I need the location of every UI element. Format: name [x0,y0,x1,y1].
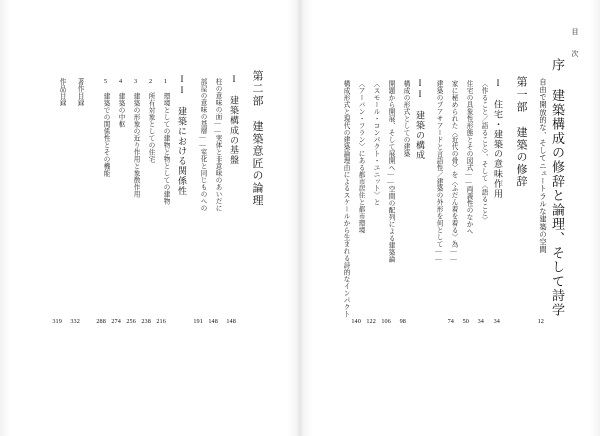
toc-item: 〈スモール・コンパクト・ユニット〉と [372,80,379,206]
back-matter-item: 著作目録 [76,78,83,106]
section-title-part2: 第二部 建築意匠の論理 [251,70,263,207]
toc-item: 2 所有対象としての住宅 [147,78,154,163]
chapter-heading-1: I 住宅・建築の意味作用 [493,78,503,199]
toc-item-page: 274 [111,318,121,325]
toc-item-page: 106 [381,318,391,325]
toc-item-page: 74 [447,318,454,325]
part-title: 序 建築構成の修辞と論理、そして詩学 [550,58,565,318]
toc-item: 〈アーバン・フラン〉にある都市居住と都市環境 [357,80,364,234]
part-subtitle-page: 12 [537,318,544,325]
toc-item: 建築のプアサアードと言語性／建築の外形を何として—— [435,80,442,263]
back-matter-page: 319 [52,318,62,325]
toc-item-page: 98 [399,318,406,325]
back-matter-item: 作品目録 [58,78,65,106]
chapter-3-page: 148 [226,318,236,325]
section-title-part1: 第一部 建築の修辞 [515,76,527,188]
toc-item: 〈作ること／語ること〉、そして〈語ること〉 [480,80,487,224]
toc-item-page: 191 [193,318,203,325]
toc-item: 4 建築の中枢 [117,78,124,128]
toc-item-page: 140 [351,318,361,325]
toc-item: 構成の形式としての建築 [402,80,409,157]
chapter-heading-2: II 建築の構成 [415,78,425,161]
toc-item-page: 288 [96,318,106,325]
chapter-heading-3: I 建築構成の基盤 [229,74,239,166]
toc-item-page: 122 [366,318,376,325]
toc-label: 目 次 [571,28,579,61]
toc-item-page: 238 [141,318,151,325]
toc-item-page: 216 [156,318,166,325]
toc-item: 1 環境としての建物と物としての建物 [162,78,169,205]
toc-item-page: 50 [462,318,469,325]
toc-item: 構成形式と現代の建築論理由によるスケールから生まれる詩的なインパクト [342,80,349,318]
toc-item: 3 建築の形象の近り作用と象徴作用 [132,78,139,198]
toc-item-page: 34 [477,318,484,325]
toc-item: 部屋の意味の基層——室化と同じものへの [199,78,206,212]
toc-item: 柱の意味の面——実体と非意味のあいだに [214,78,221,212]
part-subtitle: 自由で開放的な、そしてニュートラルな建築の空間 [539,78,547,254]
toc-item: 家に秘められた〈近代の骨〉を〈ふだん着を着る〉為—— [450,80,457,263]
chapter-heading-4: II 建築における関係性 [177,74,187,196]
toc-item: 5 建築での関係性とその機能 [102,78,109,177]
toc-item: 住宅の具象性形態とその図式——両義性のなかへ [465,80,472,235]
chapter-1-page: 34 [493,318,500,325]
right-page [300,0,600,436]
toc-item: 開題から開展、そして展開へ——空間の配列による建築論 [387,80,394,263]
toc-item-page: 256 [126,318,136,325]
toc-item-page: 148 [208,318,218,325]
back-matter-page: 332 [70,318,80,325]
